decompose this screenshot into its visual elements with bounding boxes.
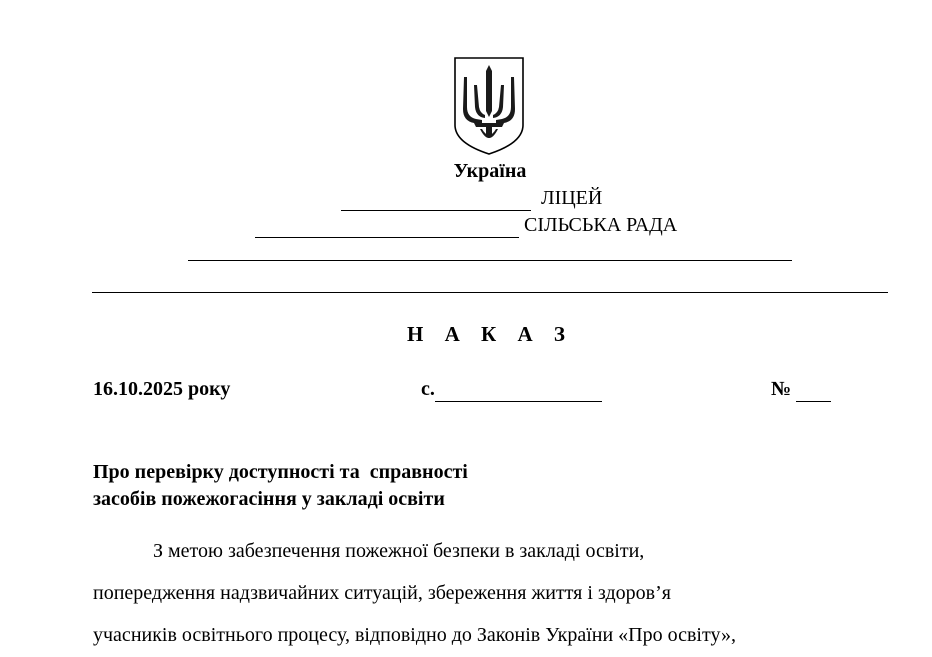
subject-line: Про перевірку доступності та справності: [93, 461, 468, 483]
header-divider: [92, 292, 888, 293]
number-prefix: №: [771, 378, 792, 400]
body-paragraph-line: учасників освітнього процесу, відповідно до Законів України «Про освіту»,: [93, 624, 736, 646]
place-prefix: с.: [421, 378, 435, 400]
country-name: Україна: [453, 160, 527, 182]
school-suffix: ЛІЦЕЙ: [541, 187, 603, 209]
order-number: [771, 378, 831, 402]
document-title: Н А К А З: [407, 322, 573, 346]
council-suffix: СІЛЬСЬКА РАДА: [524, 214, 678, 236]
school-name-blank: [341, 187, 531, 211]
subject-line: засобів пожежогасіння у закладі освіти: [93, 488, 445, 510]
trident-coat-of-arms-icon: [452, 55, 526, 157]
body-paragraph-line: попередження надзвичайних ситуацій, збереження життя і здоров’я: [93, 582, 671, 604]
address-blank-line: [188, 260, 792, 261]
council-name-line: [255, 214, 677, 238]
order-date: 16.10.2025 року: [93, 378, 231, 400]
order-subject: [93, 459, 468, 513]
place-blank: [435, 378, 602, 402]
number-blank: [796, 378, 831, 402]
council-name-blank: [255, 214, 519, 238]
school-name-line: [341, 187, 602, 211]
body-paragraph-line: З метою забезпечення пожежної безпеки в закладі освіти,: [153, 540, 645, 562]
order-place: [421, 378, 602, 402]
